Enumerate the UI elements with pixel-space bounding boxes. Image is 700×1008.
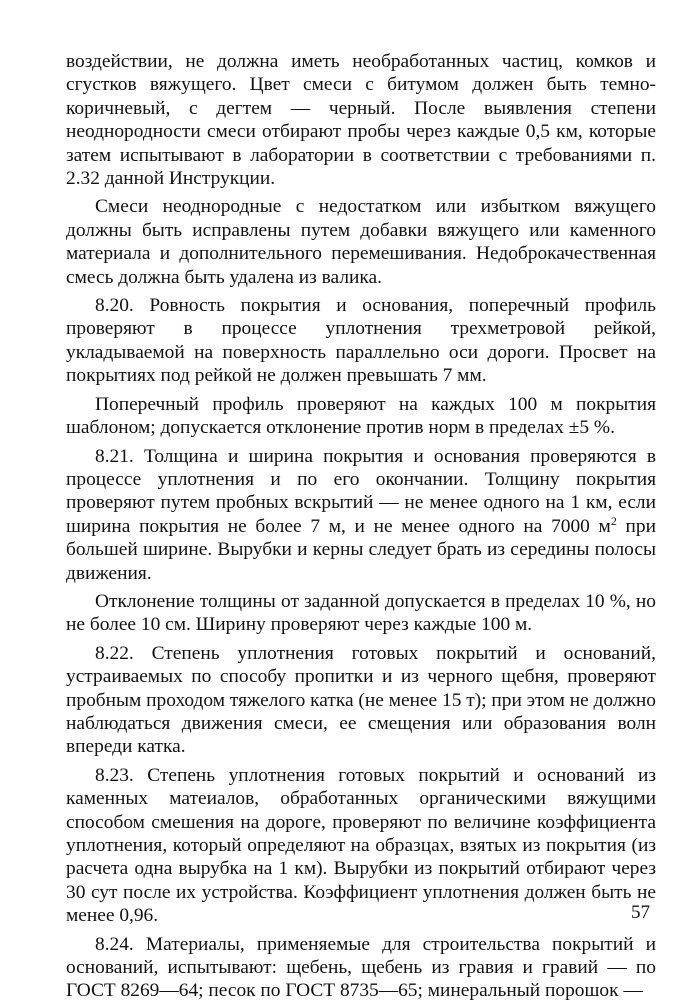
paragraph-8-20: 8.20. Ровность покрытия и основания, поперечный профиль проверяют в процессе уплотнения трехметровой рейкой, укладываемой на поверхность параллельно оси дороги. Просвет на покрытиях под рейкой не должен превышать 7 мм. [66,295,656,387]
page-body [66,50,656,1008]
paragraph-8-21 [66,445,656,585]
paragraph-8-23: 8.23. Степень уплотнения готовых покрытий и оснований из каменных матеиалов, обработанных органическими вяжущими способом смешения на дороге, проверяют по величине коэффициента уплотнения, который определяют на образцах, взятых из покрытия (из расчета одна вырубка на 1 км). Вырубки из покрытий отбирают через 30 сут после их устройства. Коэффициент уплотнения должен быть не менее 0,96. [66,764,656,927]
paragraph-mixture-correction: Смеси неоднородные с недостатком или избытком вяжущего должны быть исправлены путем добавки вяжущего или каменного материала и дополнительного перемешивания. Недоброкачественная смесь должна быть удалена из валика. [66,196,656,288]
paragraph-8-21-part-2: при большей ширине. Вырубки и керны следует брать из середины полосы движения. [66,515,656,584]
page-number: 57 [631,902,650,923]
paragraph-continuation: воздействии, не должна иметь необработанных частиц, комков и сгустков вяжущего. Цвет смеси с битумом должен быть темно-коричневый, с дегтем — черный. После выявления степени неоднородности смеси отбирают пробы через каждые 0,5 км, которые затем испытывают в лаборатории в соответствии с требованиями п. 2.32 данной Инструкции. [66,51,656,190]
superscript-2: 2 [610,513,617,528]
paragraph-8-22: 8.22. Степень уплотнения готовых покрытий и оснований, устраиваемых по способу пропитки и из черного щебня, проверяют пробным проходом тяжелого катка (не менее 15 т); при этом не должно наблюдаться движения смеси, ее смещения или образования волн впереди катка. [66,642,656,758]
paragraph-8-21-part-1: 8.21. Толщина и ширина покрытия и основания проверяются в процессе уплотнения и по его окончании. Толщину покрытия проверяют путем пробных вскрытий — не менее одного на 1 км, если ширина покрытия не более 7 м, и не менее одного на 7000 м [66,445,656,537]
paragraph-cross-profile: Поперечный профиль проверяют на каждых 100 м покрытия шаблоном; допускается отклонение против норм в пределах ±5 %. [66,393,656,439]
paragraph-8-24: 8.24. Материалы, применяемые для строительства покрытий и оснований, испытывают: щебень, щебень из гравия и гравий — по ГОСТ 8269—64; песок по ГОСТ 8735—65; минеральный порошок — [66,933,656,1002]
paragraph-thickness-tolerance: Отклонение толщины от заданной допускается в пределах 10 %, но не более 10 см. Ширину проверяют через каждые 100 м. [66,590,656,636]
